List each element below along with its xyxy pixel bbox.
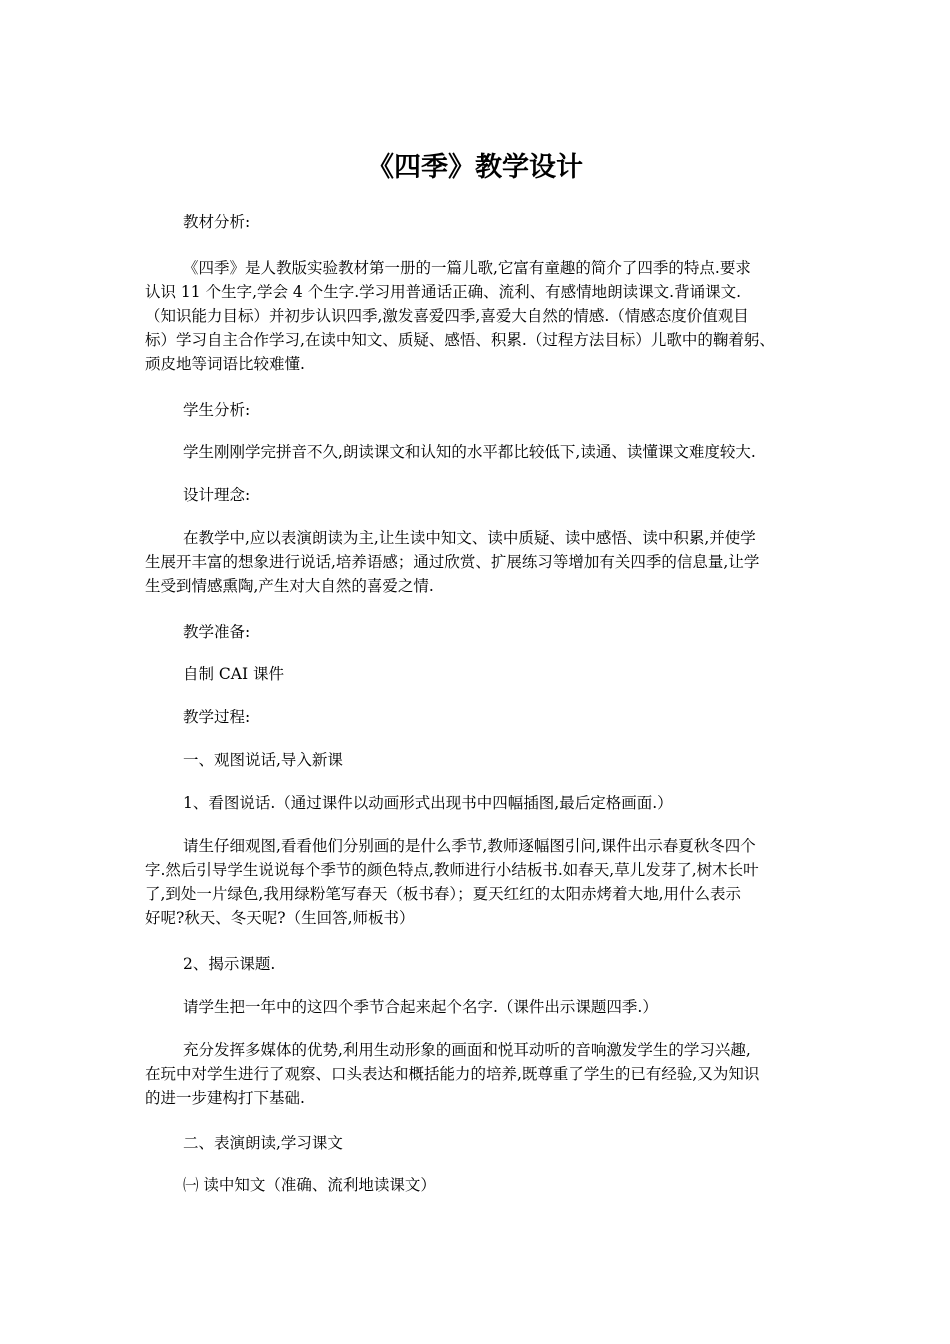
text-line: 教学过程: [183,708,251,726]
text-line: 充分发挥多媒体的优势,利用生动形象的画面和悦耳动听的音响激发学生的学习兴趣, [183,1041,751,1059]
text-line: 学生分析: [183,401,251,419]
paragraph-multimedia [145,1038,815,1110]
text-line: 在玩中对学生进行了观察、口头表达和概括能力的培养,既尊重了学生的已有经验,又为知识 [145,1065,760,1083]
paragraph-observe-pictures [145,834,815,930]
text-line: 自制 CAI 课件 [183,665,285,683]
paragraph-student-analysis [145,440,815,464]
text-line: 1、看图说话.（通过课件以动画形式出现书中四幅插图,最后定格画面.） [183,794,673,812]
text-line: 标）学习自主合作学习,在读中知文、质疑、感悟、积累.（过程方法目标）儿歌中的鞠着躬、 [145,331,775,349]
text-line: 二、表演朗读,学习课文 [183,1134,343,1152]
text-line: 教材分析: [183,213,251,231]
text-line: 好呢?秋天、冬天呢?（生回答,师板书） [145,909,415,927]
paragraph-textbook-analysis [145,256,815,376]
text-line: 认识 11 个生字,学会 4 个生字.学习用普通话正确、流利、有感情地朗读课文.背诵课文. [145,283,742,301]
paragraph-design-concept [145,526,815,598]
heading-textbook-analysis [145,210,815,234]
paragraph-teaching-preparation [145,662,815,686]
heading-teaching-process [145,705,815,729]
text-line: 学生刚刚学完拼音不久,朗读课文和认知的水平都比较低下,读通、读懂课文难度较大. [183,443,756,461]
text-line: 请学生把一年中的这四个季节合起来起个名字.（课件出示课题四季.） [183,998,658,1016]
paragraph-name-seasons [145,995,815,1019]
text-line: 在教学中,应以表演朗读为主,让生读中知文、读中质疑、读中感悟、读中积累,并使学 [183,529,756,547]
heading-step-2 [145,952,815,976]
text-line: 生展开丰富的想象进行说话,培养语感；通过欣赏、扩展练习等增加有关四季的信息量,让学 [145,553,760,571]
heading-design-concept [145,483,815,507]
heading-step-1 [145,791,815,815]
text-line: 顽皮地等词语比较难懂. [145,355,305,373]
text-line: 一、观图说话,导入新课 [183,751,343,769]
heading-student-analysis [145,398,815,422]
heading-teaching-preparation [145,620,815,644]
text-line: 2、揭示课题. [183,955,276,973]
text-line: 设计理念: [183,486,251,504]
text-line: 请生仔细观图,看看他们分别画的是什么季节,教师逐幅图引问,课件出示春夏秋冬四个 [183,837,756,855]
text-line: 的进一步建构打下基础. [145,1089,305,1107]
text-line: 字.然后引导学生说说每个季节的颜色特点,教师进行小结板书.如春天,草儿发芽了,树木长叶 [145,861,759,879]
text-line: ㈠ 读中知文（准确、流利地读课文） [183,1176,436,1194]
heading-section-two [145,1131,815,1155]
text-line: 生受到情感熏陶,产生对大自然的喜爱之情. [145,577,434,595]
document-title: 《四季》教学设计 [367,152,583,183]
text-line: 教学准备: [183,623,251,641]
text-line: 《四季》是人教版实验教材第一册的一篇儿歌,它富有童趣的简介了四季的特点.要求 [183,259,751,277]
heading-subsection-one [145,1173,815,1197]
text-line: 了,到处一片绿色,我用绿粉笔写春天（板书春）；夏天红红的太阳赤烤着大地,用什么表示 [145,885,742,903]
text-line: （知识能力目标）并初步认识四季,激发喜爱四季,喜爱大自然的情感.（情感态度价值观目 [145,307,749,325]
heading-section-one [145,748,815,772]
